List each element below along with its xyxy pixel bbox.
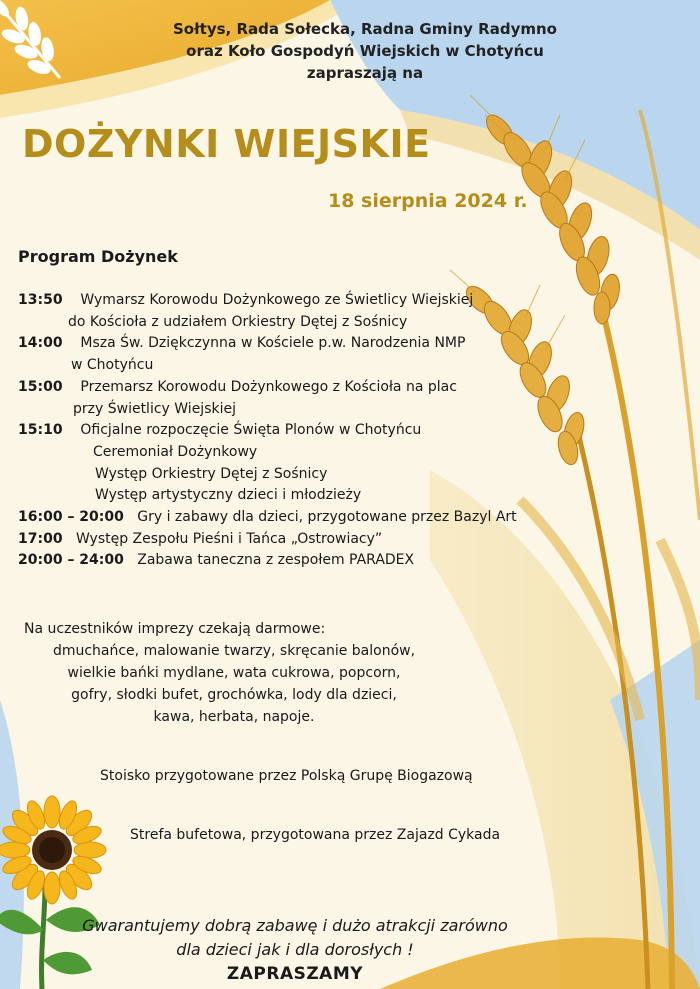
list-item: gofry, słodki bufet, grochówka, lody dla dzieci, (71, 687, 397, 703)
schedule-desc: Wymarsz Korowodu Dożynkowego ze Świetlicy Wiejskiej (80, 292, 474, 308)
schedule-time: 20:00 – 24:00 (18, 552, 124, 569)
schedule-row (18, 333, 538, 355)
schedule-time: 16:00 – 20:00 (18, 509, 124, 526)
schedule-desc: Msza Św. Dziękczynna w Kościele p.w. Narodzenia NMP (80, 335, 466, 352)
list-item: wielkie bańki mydlane, wata cukrowa, popcorn, (67, 665, 401, 681)
closing-line-2: dla dzieci jak i dla dorosłych ! (176, 940, 414, 959)
schedule-desc-cont: do Kościoła z udziałem Orkiestry Dętej z Sośnicy (68, 313, 408, 330)
schedule-row (18, 529, 538, 551)
free-attractions (24, 618, 444, 728)
schedule-desc: Gry i zabawy dla dzieci, przygotowane przez Bazyl Art (137, 509, 517, 526)
schedule-row (18, 507, 538, 529)
schedule-row (18, 377, 538, 399)
invitation-footer: ZAPRASZAMY (226, 964, 364, 984)
header-line-1: Sołtys, Rada Sołecka, Radna Gminy Radymno (173, 20, 557, 38)
program-title: Program Dożynek (18, 247, 178, 266)
schedule-desc: Zabawa taneczna z zespołem PARADEX (137, 552, 415, 569)
header-line-2: oraz Koło Gospodyń Wiejskich w Chotyńcu (186, 42, 544, 60)
schedule-time: 13:50 (18, 292, 63, 308)
schedule-desc: Oficjalne rozpoczęcie Święta Plonów w Chotyńcu (80, 422, 422, 439)
closing-line-1: Gwarantujemy dobrą zabawę i dużo atrakcji zarówno (82, 916, 508, 935)
schedule-desc-cont: w Chotyńcu (71, 357, 154, 374)
program-schedule (18, 290, 538, 572)
schedule-desc: Przemarsz Korowodu Dożynkowego z Kościoła na plac (80, 378, 457, 395)
schedule-desc-cont: Występ Orkiestry Dętej z Sośnicy (95, 465, 328, 482)
event-title: DOŻYNKI WIEJSKIE (22, 122, 431, 166)
schedule-time: 15:10 (18, 422, 63, 439)
schedule-row (18, 550, 538, 572)
sponsor-stand: Stoisko przygotowane przez Polską Grupę Biogazową (100, 768, 473, 784)
free-attractions-list (24, 640, 444, 728)
schedule-desc: Występ Zespołu Pieśni i Tańca „Ostrowiacy” (75, 530, 383, 547)
schedule-row (18, 290, 538, 312)
organizers-header (150, 18, 580, 84)
schedule-time: 14:00 (18, 335, 63, 352)
schedule-time: 15:00 (18, 378, 63, 395)
schedule-row (18, 420, 538, 442)
list-item: kawa, herbata, napoje. (153, 709, 315, 725)
sponsor-buffet: Strefa bufetowa, przygotowana przez Zajazd Cykada (130, 827, 501, 843)
header-line-3: zapraszają na (306, 64, 424, 82)
list-item: dmuchańce, malowanie twarzy, skręcanie balonów, (52, 643, 416, 659)
schedule-desc-cont: przy Świetlicy Wiejskiej (73, 400, 236, 417)
schedule-desc-cont: Występ artystyczny dzieci i młodzieży (95, 487, 362, 504)
schedule-desc-cont: Ceremoniał Dożynkowy (93, 443, 258, 460)
schedule-time: 17:00 (18, 530, 63, 547)
free-attractions-lead: Na uczestników imprezy czekają darmowe: (24, 621, 326, 637)
event-date: 18 sierpnia 2024 r. (328, 190, 528, 212)
closing-message (60, 914, 530, 962)
